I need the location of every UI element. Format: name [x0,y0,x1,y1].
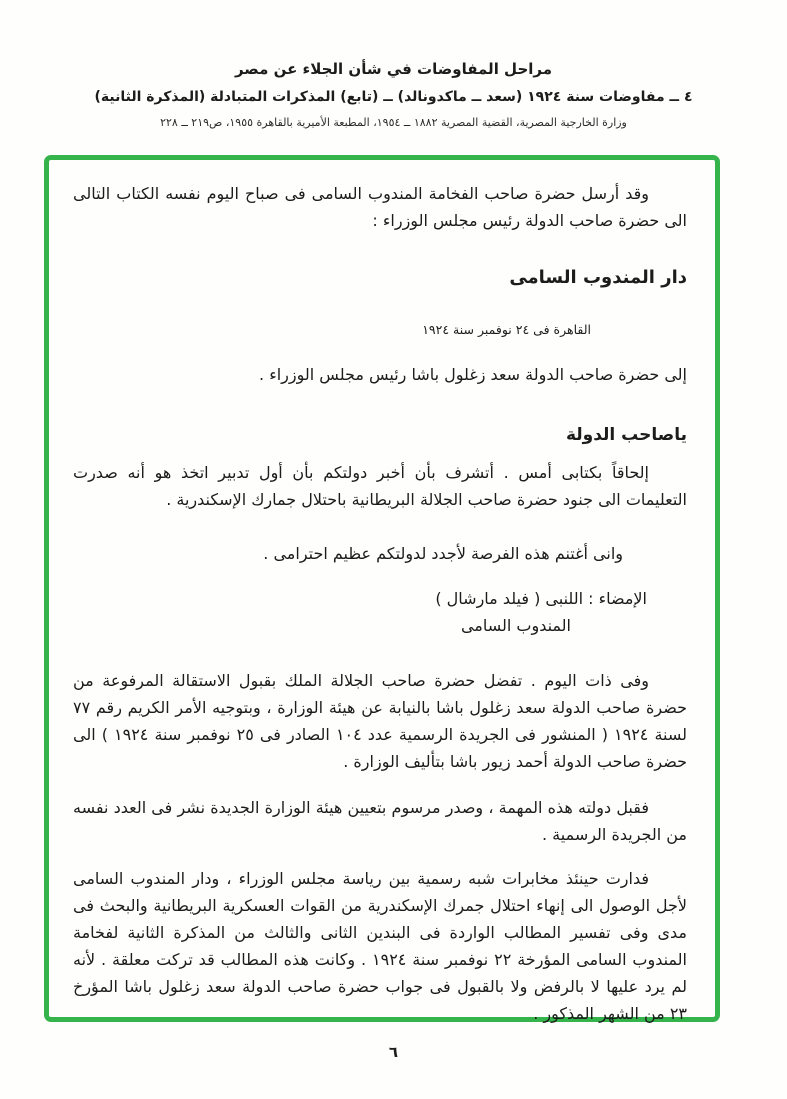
narrative-paragraph-negotiations: فدارت حينئذ مخابرات شبه رسمية بين رياسة مجلس الوزراء ، ودار المندوب السامى لأجل الوصول الى إنهاء احتلال جمرك الإسكندرية من القوات العسكرية البريطانية والبحث فى مدى وفى تفسير المطالب الواردة فى البندين الثانى والثالث من المذكرة الثانية لفخامة المندوب السامى المؤرخة ٢٢ نوفمبر سنة ١٩٢٤ . وكانت هذه المطالب قد تركت معلقة . لأنه لم يرد عليها لا بالرفض ولا بالقبول فى جواب حضرة صاحب الدولة سعد زغلول باشا المؤرخ ٢٣ من الشهر المذكور . [73,869,688,1023]
date-line: القاهرة فى ٢٤ نوفمبر سنة ١٩٢٤ [422,322,591,337]
signature-block [73,585,687,639]
page-number: ٦ [388,1043,399,1061]
highlight-annotation-box [44,155,720,1022]
document-title: مراحل المفاوضات في شأن الجلاء عن مصر [234,60,553,78]
intro-paragraph: وقد أرسل حضرة صاحب الفخامة المندوب السامى فى صباح اليوم نفسه الكتاب التالى الى حضرة صاحب الدولة رئيس مجلس الوزراء : [73,184,687,230]
narrative-paragraph-resignation: وفى ذات اليوم . تفضل حضرة صاحب الجلالة الملك بقبول الاستقالة المرفوعة من حضرة صاحب الدولة سعد زغلول باشا بالنيابة عن هيئة الوزارة ، وبتوجيه الأمر الكريم رقم ٧٧ لسنة ١٩٢٤ ( المنشور فى الجريدة الرسمية عدد ١٠٤ الصادر فى ٢٥ نوفمبر سنة ١٩٢٤ ) الى حضرة صاحب الدولة أحمد زيور باشا بتأليف الوزارة . [73,671,688,771]
letterhead-title: دار المندوب السامى [509,267,687,288]
letter-body-paragraph: إلحاقاً بكتابى أمس . أتشرف بأن أخبر دولتكم بأن أول تدبير اتخذ هو أنه صدرت التعليمات الى جنود حضرة صاحب الجلالة البريطانية باحتلال جمارك الإسكندرية . [73,463,687,509]
salutation-line: ياصاحب الدولة [565,425,687,445]
closing-courtesy-line: وانى أغتنم هذه الفرصة لأجدد لدولتكم عظيم احترامى . [263,544,623,563]
narrative-paragraph-new-cabinet: فقبل دولته هذه المهمة ، وصدر مرسوم بتعيين هيئة الوزارة الجديدة نشر فى العدد نفسه من الجريدة الرسمية . [73,798,687,844]
document-subtitle: ٤ ــ مفاوضات سنة ١٩٢٤ (سعد ــ ماكدونالد) ــ (تابع) المذكرات المتبادلة (المذكرة الثانية) [94,89,693,105]
signature-title: المندوب السامى [460,616,571,635]
document-header [0,0,787,129]
addressee-line: إلى حضرة صاحب الدولة سعد زغلول باشا رئيس مجلس الوزراء . [259,365,687,384]
source-citation-note: وزارة الخارجية المصرية، القضية المصرية ١٨٨٢ ــ ١٩٥٤، المطبعة الأميرية بالقاهرة ١٩٥٥، ص٢١٩ ــ ٢٢٨ [160,116,627,129]
signature-line: الإمضاء : اللنبى ( فيلد مارشال ) [435,589,647,608]
